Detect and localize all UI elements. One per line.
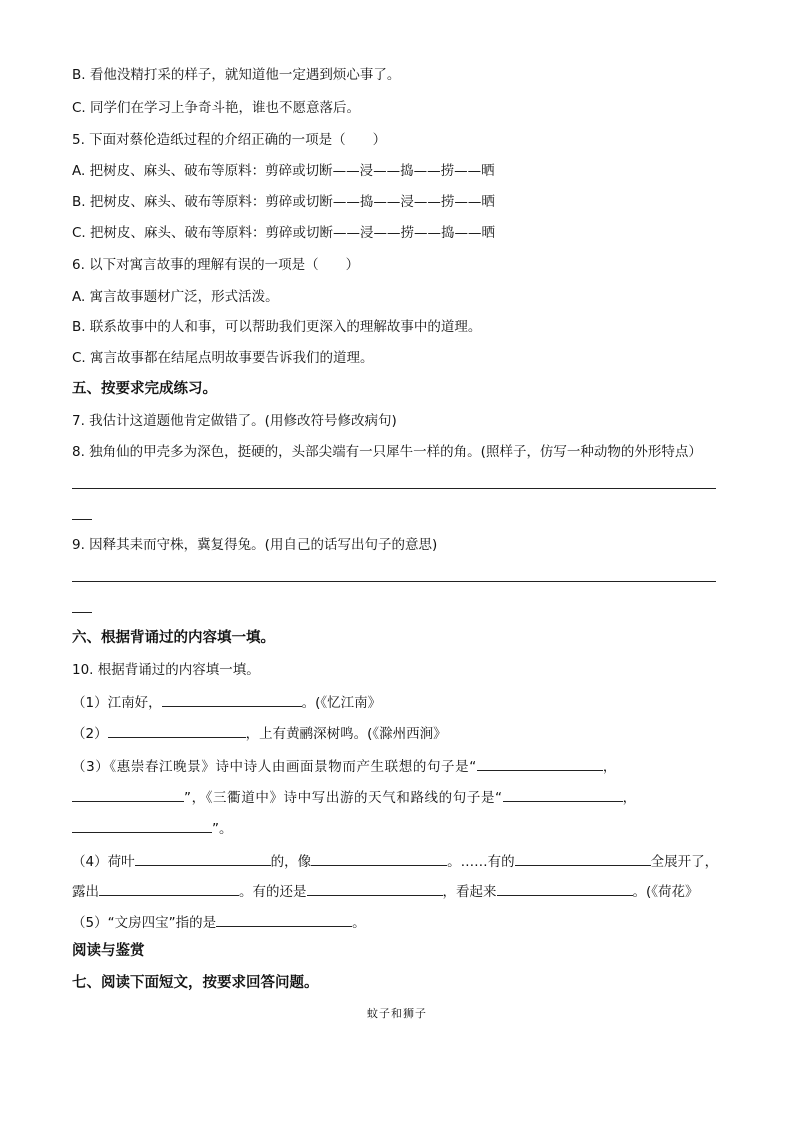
fill-item-5-text: （5）“文房四宝”指的是 xyxy=(72,915,217,931)
question-7: 7. 我估计这道题他肯定做错了。(用修改符号修改病句) xyxy=(72,413,397,429)
fill-blank[interactable] xyxy=(135,851,271,866)
question-9: 9. 因释其耒而守株，冀复得兔。(用自己的话写出句子的意思) xyxy=(72,537,438,553)
fill-blank[interactable] xyxy=(216,912,352,927)
fill-item-3-line3 xyxy=(72,818,233,838)
option-b-line: B. 看他没精打采的样子，就知道他一定遇到烦心事了。 xyxy=(72,67,401,83)
question-6-option-c: C. 寓言故事都在结尾点明故事要告诉我们的道理。 xyxy=(72,350,374,366)
fill-item-4-f: 。有的还是 xyxy=(239,884,307,900)
fill-item-4-line2 xyxy=(72,881,699,901)
fill-blank[interactable] xyxy=(72,818,212,833)
question-10: 10. 根据背诵过的内容填一填。 xyxy=(72,662,260,678)
question-5-option-b: B. 把树皮、麻头、破布等原料：剪碎或切断——捣——浸——捞——晒 xyxy=(72,194,495,210)
question-5-option-a: A. 把树皮、麻头、破布等原料：剪碎或切断——浸——捣——捞——晒 xyxy=(72,163,495,179)
fill-blank[interactable] xyxy=(99,881,239,896)
answer-line[interactable] xyxy=(72,488,716,489)
fill-blank[interactable] xyxy=(515,851,651,866)
fill-item-4-c: 。……有的 xyxy=(447,854,515,870)
fill-item-3-text2: ”，《三衢道中》诗中写出游的天气和路线的句子是“ xyxy=(184,790,503,806)
fill-item-4-e: 露出 xyxy=(72,884,99,900)
fill-item-3-end: ”。 xyxy=(212,821,233,837)
fill-item-2-num: （2） xyxy=(72,726,108,742)
fill-item-3-line1 xyxy=(72,756,617,776)
fill-item-3-text: （3）《惠崇春江晚景》诗中诗人由画面景物而产生联想的句子是“ xyxy=(72,759,477,775)
fill-item-1 xyxy=(72,692,381,712)
question-6: 6. 以下对寓言故事的理解有误的一项是（ ） xyxy=(72,257,360,273)
question-5: 5. 下面对蔡伦造纸过程的介绍正确的一项是（ ） xyxy=(72,132,387,148)
fill-blank[interactable] xyxy=(503,787,623,802)
fill-item-3-line2 xyxy=(72,787,637,807)
question-6-option-b: B. 联系故事中的人和事，可以帮助我们更深入的理解故事中的道理。 xyxy=(72,319,482,335)
fill-blank[interactable] xyxy=(311,851,447,866)
fill-item-3-comma: ， xyxy=(602,759,617,775)
fill-item-4-line1 xyxy=(72,851,718,871)
fill-item-2-text: ，上有黄鹂深树鸣。(《滁州西涧》 xyxy=(245,726,447,742)
fill-item-2 xyxy=(72,723,447,743)
question-8: 8. 独角仙的甲壳多为深色，挺硬的，头部尖端有一只犀牛一样的角。(照样子，仿写一种动物的外形特点） xyxy=(72,444,702,460)
fill-item-4-h: 。(《荷花》 xyxy=(632,884,699,900)
fill-blank[interactable] xyxy=(108,723,246,738)
section-6-heading: 六、根据背诵过的内容填一填。 xyxy=(72,630,275,646)
fill-blank[interactable] xyxy=(162,692,302,707)
fill-blank[interactable] xyxy=(497,881,633,896)
reading-heading: 阅读与鉴赏 xyxy=(72,943,145,959)
question-6-option-a: A. 寓言故事题材广泛，形式活泼。 xyxy=(72,289,279,305)
fill-item-4-b: 的，像 xyxy=(270,854,312,870)
fill-item-5-end: 。 xyxy=(352,915,366,931)
question-5-option-c: C. 把树皮、麻头、破布等原料：剪碎或切断——浸——捞——捣——晒 xyxy=(72,225,496,241)
fill-blank[interactable] xyxy=(307,881,443,896)
fill-item-1-source: 。(《忆江南》 xyxy=(301,695,382,711)
story-title: 蚊子和狮子 xyxy=(367,1007,427,1020)
fill-item-4-a: （4）荷叶 xyxy=(72,854,135,870)
fill-item-5 xyxy=(72,912,366,932)
section-5-heading: 五、按要求完成练习。 xyxy=(72,381,217,397)
fill-blank[interactable] xyxy=(72,787,184,802)
fill-item-1-text: （1）江南好， xyxy=(72,695,162,711)
answer-line-stub[interactable] xyxy=(72,612,92,613)
option-c-line: C. 同学们在学习上争奇斗艳，谁也不愿意落后。 xyxy=(72,100,361,116)
fill-item-4-g: ，看起来 xyxy=(442,884,497,900)
answer-line-stub[interactable] xyxy=(72,519,92,520)
answer-line[interactable] xyxy=(72,581,716,582)
fill-item-4-d: 全展开了， xyxy=(650,854,719,870)
fill-blank[interactable] xyxy=(477,756,603,771)
fill-item-3-comma2: ， xyxy=(622,790,637,806)
section-7-heading: 七、阅读下面短文，按要求回答问题。 xyxy=(72,975,319,991)
